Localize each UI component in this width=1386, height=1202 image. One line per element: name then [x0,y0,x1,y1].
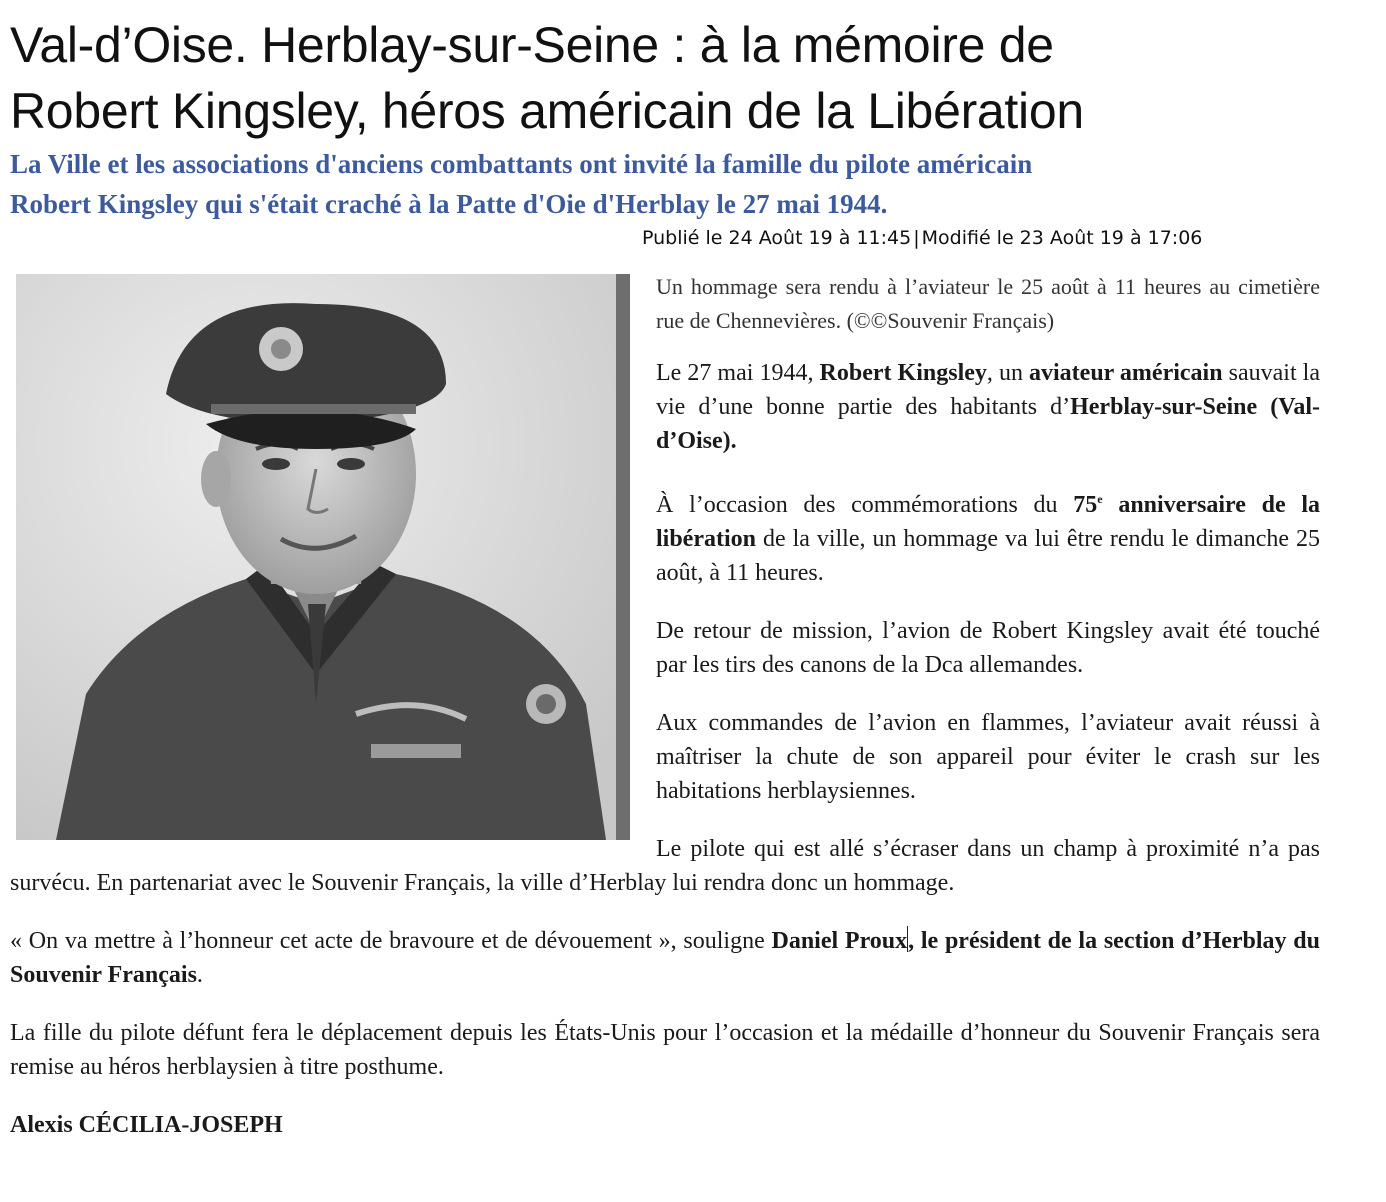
date-separator: | [913,227,920,249]
pilot-portrait-illustration [16,274,616,840]
publication-dates [10,224,1320,252]
article-title [10,12,1320,144]
paragraph-4: Aux commandes de l’avion en flammes, l’aviateur avait réussi à maîtriser la chute de son appareil pour éviter le crash sur les habitations herblaysiennes. [656,710,1320,804]
p1-text-c: , un [986,360,1029,386]
paragraph-3: De retour de mission, l’avion de Robert Kingsley avait été touché par les tirs des canons de la Dca allemandes. [656,618,1320,678]
p6-quote: « On va mettre à l’honneur cet acte de bravoure et de dévouement », souligne [10,928,772,954]
article-title-line-1: Val-d’Oise. Herblay-sur-Seine : à la mémoire de [10,17,1054,73]
paragraph-6 [10,924,1320,992]
article-page [10,12,1320,1142]
p2-text-a: À l’occasion des commémorations du [656,492,1074,518]
p1-text-e: sauvait la vie d’une bonne partie des habitants d’ [656,360,1320,420]
pilot-photo [16,274,630,840]
p2-bold-text: anniversaire de la libération [656,492,1320,552]
p6-period: . [196,962,203,988]
p6-role: , le président de la section d’Herblay du Souvenir Français [10,928,1320,988]
p1-text-a: Le 27 mai 1944, [656,360,820,386]
article-body [10,270,1320,1142]
p2-superscript: e [1097,492,1103,506]
p2-number: 75 [1073,492,1098,518]
article-subtitle-line-2: Robert Kingsley qui s'était craché à la Patte d'Oie d'Herblay le 27 mai 1944. [10,189,888,219]
article-subtitle-line-1: La Ville et les associations d'anciens combattants ont invité la famille du pilote américain [10,149,1033,179]
p6-name: Daniel Proux [771,928,908,954]
article-subtitle [10,144,1320,224]
article-author: Alexis CÉCILIA-JOSEPH [10,1112,283,1138]
article-title-line-2: Robert Kingsley, héros américain de la Libération [10,83,1084,139]
modified-date: Modifié le 23 Août 19 à 17:06 [921,227,1203,249]
p2-text-d: de la ville, un hommage va lui être rendu le dimanche 25 août, à 11 heures. [656,526,1320,586]
published-date: Publié le 24 Août 19 à 11:45 [642,227,912,249]
paragraph-7: La fille du pilote défunt fera le déplacement depuis les États-Unis pour l’occasion et la médaille d’honneur du Souvenir Français sera remise au héros herblaysien à titre posthume. [10,1020,1320,1080]
p1-bold-place: Herblay-sur-Seine (Val-d’Oise). [656,394,1320,454]
p1-bold-name: Robert Kingsley [819,360,987,386]
paragraph-5: Le pilote qui est allé s’écraser dans un champ à proximité n’a pas survécu. En partenariat avec le Souvenir Français, la ville d’Herblay lui rendra donc un hommage. [10,836,1320,896]
photo-caption: Un hommage sera rendu à l’aviateur le 25 août à 11 heures au cimetière rue de Chennevières. (©©Souvenir Français) [656,274,1320,333]
p1-bold-aviator: aviateur américain [1029,360,1223,386]
